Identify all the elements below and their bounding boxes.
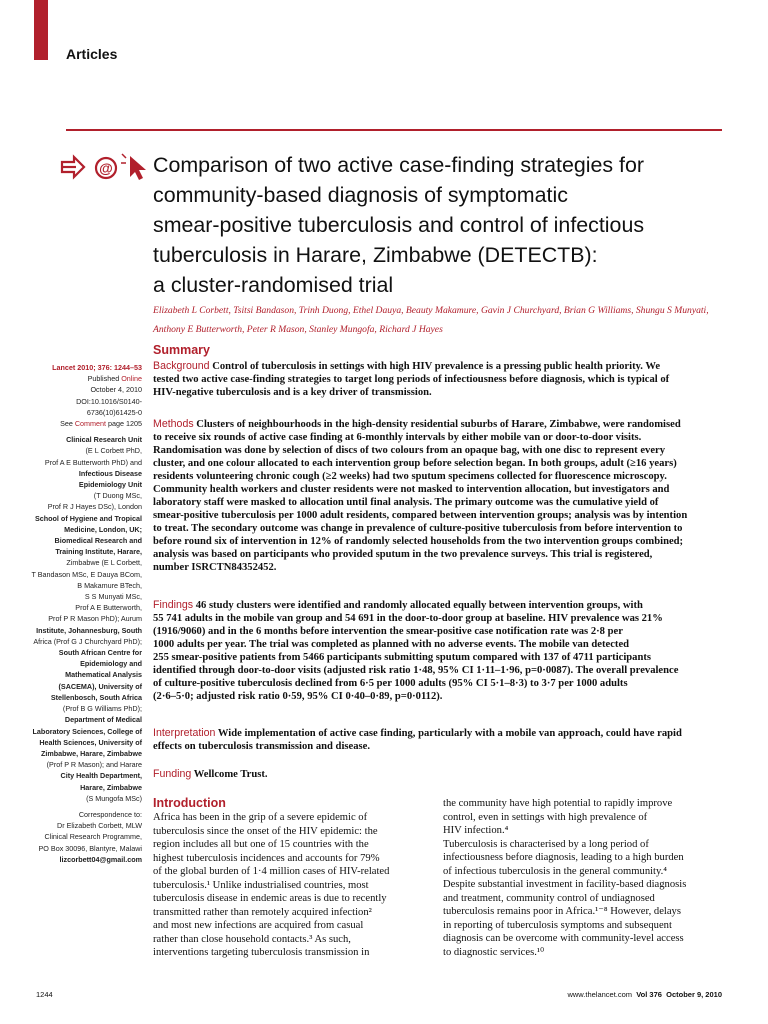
affiliation-line: T Bandason MSc, E Dauya BCom, [31,569,142,579]
correspondence-line: Dr Elizabeth Corbett, MLW [57,821,142,831]
text-line: Randomisation was done by selection of discs of two colours from an opaque bag, with one disc to represent every [153,445,666,456]
section-label: Articles [66,46,118,62]
text-line: to diagnostic services.¹⁰ [443,946,545,958]
section-marker [34,0,48,60]
journal-date: October 9, 2010 [666,990,722,999]
affiliation-line: Epidemiology Unit [78,480,142,490]
article-icons [60,153,152,181]
header-rule [66,129,722,131]
affiliation-line: Mathematical Analysis [65,670,142,680]
text-line: Community health workers and cluster residents were not masked to intervention allocation, but investigators and [153,484,670,495]
text-line: Despite substantial investment in facility-based diagnosis [443,879,687,890]
at-icon[interactable] [96,158,116,178]
author-list [153,301,728,339]
text-line: of the global burden of 1·4 million cases of HIV-related [153,866,390,877]
methods-paragraph [153,418,721,574]
text-line: smear-positive tuberculosis per 1000 adult residents, compared between intervention groups; analysis was by intention [153,510,688,521]
text-line: in reporting of tuberculosis symptoms and subsequent [443,919,672,931]
arrow-icon[interactable] [62,157,84,177]
affiliation-line: Training Institute, Harare, [55,547,142,557]
title-line: tuberculosis in Harare, Zimbabwe (DETECTB): [153,243,598,267]
doi-line-1: DOI:10.1016/S0140- [76,396,142,406]
interpretation-label: Interpretation [153,727,216,739]
affiliation-line: (T Duong MSc, [93,491,142,501]
findings-paragraph [153,599,721,703]
text-line: Africa has been in the grip of a severe epidemic of [153,812,368,823]
affiliation-line: (Prof P R Mason); and Harare [46,760,142,770]
text-line: to treat. The secondary outcome was change in prevalence of culture-positive tuberculosis from before intervention to [153,523,683,534]
text-line: tuberculosis since the onset of the HIV epidemic: the [153,825,378,837]
text-line: 55 741 adults in the mobile van group and 54 691 in the door-to-door group at baseline. HIV prevalence was 21% [153,613,663,624]
text-line: (2·6–5·0; adjusted risk ratio 0·59, 95% CI 0·40–0·89, p=0·0112). [153,691,443,702]
text-line: Wellcome Trust. [191,769,268,780]
published-line [20,373,142,384]
affiliation-line: Medicine, London, UK; [64,524,142,534]
title-line: community-based diagnosis of symptomatic [153,183,568,207]
affiliations [20,434,142,804]
affiliation-line: Zimbabwe, Harare, Zimbabwe [40,748,142,758]
text-line: to receive six rounds of active case finding at 6-monthly intervals by either mobile van or door-to-door visits. [153,432,642,443]
text-line: rather than close household contacts.³ As such, [153,933,351,945]
affiliation-line: Health Sciences, University of [39,737,142,747]
affiliation-line: (S Mungofa MSc) [86,793,142,803]
text-line: HIV-negative tuberculosis and is a key driver of transmission. [153,387,432,398]
findings-label: Findings [153,599,194,611]
text-line: Wide implementation of active case finding, particularly with a mobile van approach, could have rapid [215,728,682,739]
text-line: number ISRCTN84352452. [153,562,277,573]
affiliation-line: Clinical Research Unit [66,435,142,445]
text-line: interventions targeting tuberculosis transmission in [153,947,370,958]
affiliation-line: Prof P R Mason PhD); Aurum [48,614,142,624]
email-link[interactable]: lizcorbett04@gmail.com [59,854,142,864]
affiliation-line: Zimbabwe (E L Corbett, [66,558,142,568]
text-line: analysis was based on participants who provided sputum in the two prevalence surveys. This trial is registered, [153,549,653,560]
text-line: 46 study clusters were identified and randomly allocated equally between intervention groups, with [193,600,643,611]
text-line: laboratory staff were masked to allocation until final analysis. The primary outcome was the cumulative yield of [153,497,659,508]
text-line: (1916/9060) and in the 6 months before intervention the smear-positive case notification rate was 2·8 per [153,626,623,637]
text-line: region includes all but one of 15 countries with the [153,839,369,850]
journal-footer [567,990,722,999]
correspondence-line: Clinical Research Programme, [44,832,142,842]
journal-volume: Vol 376 [636,990,662,999]
text-line: HIV infection.⁴ [443,825,509,836]
affiliation-line: Africa (Prof G J Churchyard PhD); [33,636,142,646]
affiliation-line: Laboratory Sciences, College of [32,726,142,736]
introduction-heading: Introduction [153,796,226,810]
journal-url[interactable]: www.thelancet.com [567,990,633,999]
correspondence-line: Correspondence to: [78,809,142,819]
affiliation-line: School of Hygiene and Tropical [34,513,142,523]
publication-date: October 4, 2010 [90,385,142,395]
affiliation-line: Harare, Zimbabwe [80,782,142,792]
methods-label: Methods [153,418,194,430]
text-line: transmitted rather than remotely acquired infection² [153,906,372,918]
text-line: of infectious tuberculosis in the general community.⁴ [443,865,667,877]
text-line: control, even in settings with high prevalence of [443,811,648,823]
text-line: tuberculosis.¹ Unlike industrialised countries, most [153,879,369,891]
affiliation-line: Prof R J Hayes DSc), London [47,502,142,512]
affiliation-line: Epidemiology and [80,659,142,669]
affiliation-line: Prof A E Butterworth PhD) and [44,457,142,467]
text-line: diagnosis can be overcome with community-level access [443,933,684,944]
see-prefix: See [60,419,75,429]
background-label: Background [153,360,210,372]
text-line: Tuberculosis is characterised by a long period of [443,838,649,850]
title-line: smear-positive tuberculosis and control of infectious [153,213,645,237]
see-comment-line [20,418,142,429]
online-link[interactable]: Online [121,374,142,384]
text-line: Control of tuberculosis in settings with high HIV prevalence is a pressing public health priority. We [209,361,661,372]
comment-link[interactable]: Comment [74,419,107,429]
funding-paragraph [153,768,721,781]
affiliation-line: Prof A E Butterworth, [75,603,142,613]
svg-text:@: @ [99,160,113,176]
intro-column-1 [153,811,433,960]
affiliation-line: (Prof B G Williams PhD); [62,704,142,714]
affiliation-line: (SACEMA), University of [58,681,142,691]
affiliation-line: Department of Medical [64,715,142,725]
correspondence-line: PO Box 30096, Blantyre, Malawi [38,843,142,853]
text-line: tuberculosis disease in endemic areas is due to recently [153,893,387,904]
text-line: cluster, and one colour allocated to each intervention group before selection began. In both groups, adult (≥16 years) [153,458,677,469]
text-line: of culture-positive tuberculosis declined from 6·5 per 1000 adults (95% CI 5·1–8·3) to 3·7 per 1000 adults [153,678,628,689]
text-line: residents volunteering chronic cough (≥2 weeks) had two sputum specimens collected for fluorescence microscopy. [153,471,667,482]
affiliation-line: South African Centre for [58,648,142,658]
interpretation-paragraph [153,727,721,753]
cursor-icon[interactable] [121,153,146,180]
doi-line-2: 6736(10)61425-0 [86,407,142,417]
funding-label: Funding [153,768,192,780]
text-line: effects on tuberculosis transmission and disease. [153,741,370,752]
published-prefix: Published [87,374,122,384]
text-line: Clusters of neighbourhoods in the high-density residential suburbs of Harare, Zimbabwe, were randomised [193,419,681,430]
article-sidebar [20,362,142,865]
text-line: and treatment, community control of undiagnosed [443,892,655,904]
citation: Lancet 2010; 376: 1244–53 [52,363,142,372]
background-paragraph [153,360,721,399]
affiliation-line: S S Munyati MSc, [84,592,142,602]
intro-column-2 [443,797,723,959]
text-line: highest tuberculosis incidences and accounts for 79% [153,852,380,864]
text-line: and most new infections are acquired from casual [153,920,364,931]
page-number: 1244 [36,990,53,999]
text-line: identified through door-to-door visits (adjusted risk ratio 1·48, 95% CI 1·11–1·96, p=0·0087). The overall prevalence [153,665,679,676]
text-line: 1000 adults per year. The trial was completed as planned with no adverse events. The mobile van detected [153,639,630,650]
affiliation-line: City Health Department, [60,771,142,781]
title-line: a cluster-randomised trial [153,273,394,297]
affiliation-line: Biomedical Research and [54,536,142,546]
affiliation-line: B Makamure BTech, [77,580,142,590]
text-line: 255 smear-positive patients from 5466 participants submitting sputum compared with 137 of 4711 participants [153,652,652,663]
article-title [153,150,728,300]
text-line: before round six of intervention in 12% of randomly selected households from the two intervention groups combined; [153,536,684,547]
affiliation-line: Stellenbosch, South Africa [50,692,142,702]
see-suffix: page 1205 [106,419,142,429]
title-line: Comparison of two active case-finding strategies for [153,153,645,177]
summary-heading: Summary [153,343,210,357]
affiliation-line: Institute, Johannesburg, South [36,625,142,635]
author-line: Elizabeth L Corbett, Tsitsi Bandason, Trinh Duong, Ethel Dauya, Beauty Makamure, Gavin J Churchyard, Brian G Williams, Shungu S Munyati, [153,305,709,316]
text-line: tested two active case-finding strategies to target long periods of infectiousness before diagnosis, which is typical of [153,374,670,385]
text-line: the community have high potential to rapidly improve [443,798,673,809]
text-line: tuberculosis remains poor in Africa.¹⁻⁸ However, delays [443,906,681,917]
text-line: infectiousness before diagnosis, leading to a high burden [443,852,684,863]
author-line: Anthony E Butterworth, Peter R Mason, Stanley Mungofa, Richard J Hayes [153,324,443,335]
affiliation-line: (E L Corbett PhD, [85,446,142,456]
affiliation-line: Infectious Disease [78,468,142,478]
